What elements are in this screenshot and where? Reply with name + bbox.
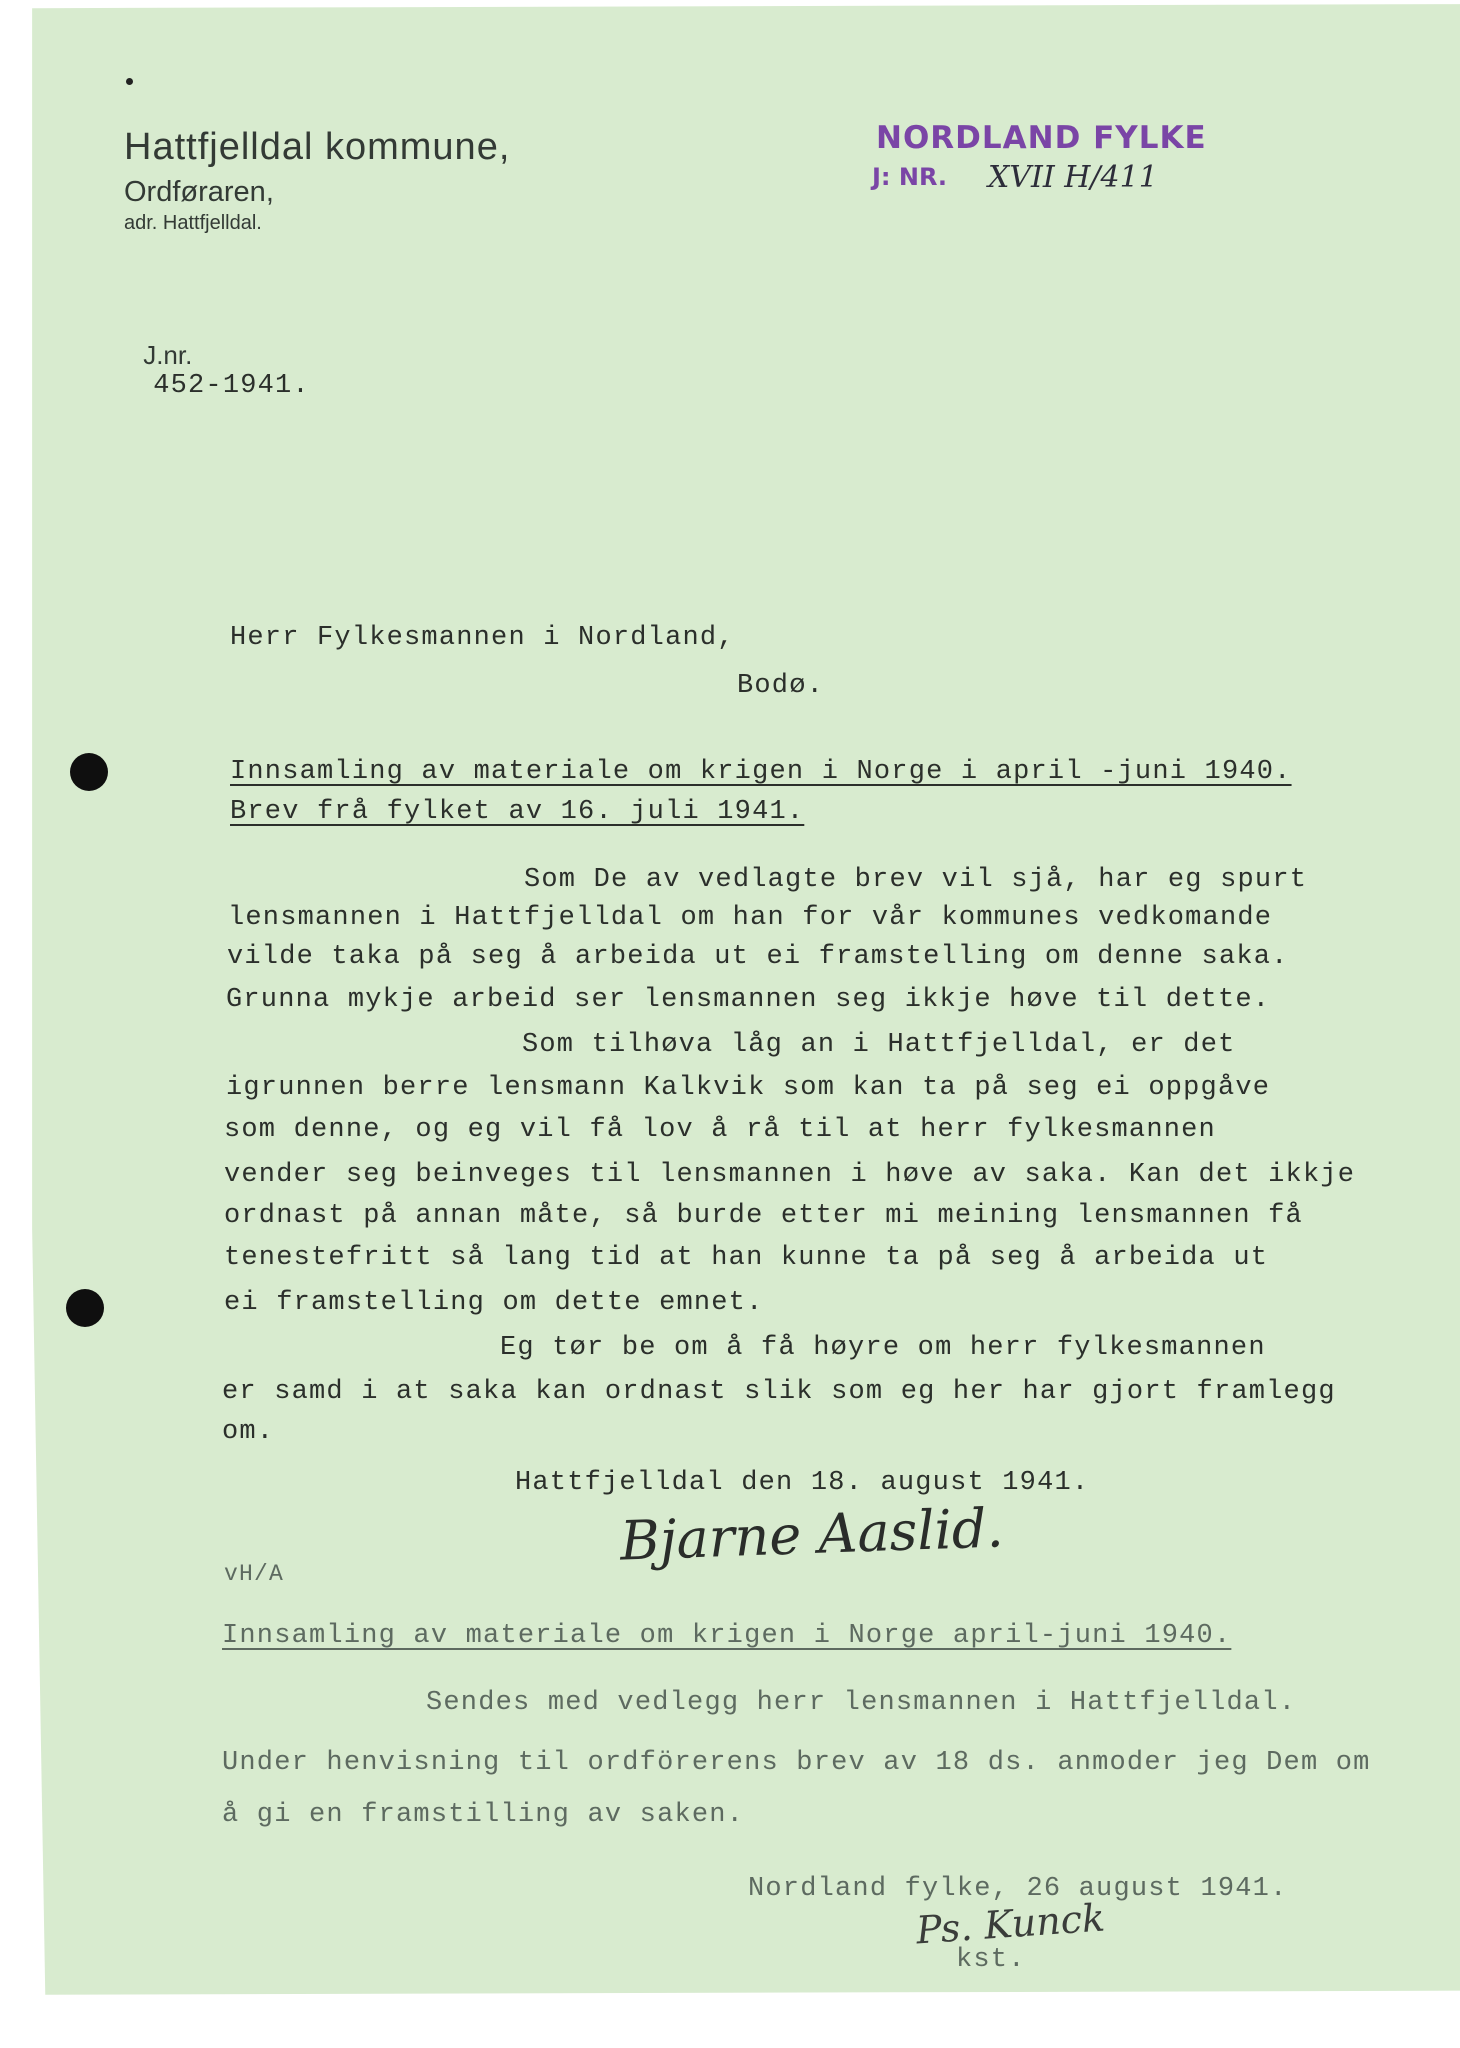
endorsement-title: kst. (956, 1945, 1026, 1975)
body-line: Grunna mykje arbeid ser lensmannen seg ikkje høve til dette. (226, 985, 1271, 1015)
body-line: Eg tør be om å få høyre om herr fylkesmannen (500, 1333, 1266, 1363)
body-line: Som tilhøva låg an i Hattfjelldal, er det (522, 1030, 1236, 1060)
stamp-jnr-handwritten: XVII H/411 (988, 160, 1158, 195)
letterhead-office: Ordføraren, (124, 176, 274, 208)
endorsement-line: å gi en framstilling av saken. (222, 1800, 745, 1830)
punch-hole-bottom (66, 1289, 104, 1327)
addressee-line2: Bodø. (737, 671, 825, 701)
body-line: igrunnen berre lensmann Kalkvik som kan ta på seg ei oppgåve (226, 1073, 1271, 1103)
addressee-line1: Herr Fylkesmannen i Nordland, (230, 623, 735, 653)
endorsement-subject: Innsamling av materiale om krigen i Norge april-juni 1940. (222, 1621, 1232, 1651)
journal-label: J.nr. (143, 340, 193, 370)
letterhead-address: adr. Hattfjelldal. (124, 212, 262, 234)
stamp-jnr-label: J: NR. (872, 163, 948, 191)
body-line: ei framstelling om dette emnet. (224, 1288, 764, 1318)
ink-dot (126, 78, 133, 85)
closing-signature: Bjarne Aaslid. (619, 1496, 1005, 1573)
body-line: ordnast på annan måte, så burde etter mi meining lensmannen få (224, 1201, 1303, 1231)
body-line: er samd i at saka kan ordnast slik som eg her har gjort framlegg (222, 1377, 1336, 1407)
endorsement-signature: Ps. Kunck (914, 1895, 1107, 1953)
journal-line (124, 322, 310, 401)
body-line: Som De av vedlagte brev vil sjå, har eg spurt (524, 865, 1308, 895)
closing-initials: vH/A (224, 1561, 285, 1587)
body-line: vilde taka på seg å arbeida ut ei framstelling om denne saka. (227, 942, 1289, 972)
endorsement-line: Sendes med vedlegg herr lensmannen i Hattfjelldal. (426, 1688, 1297, 1718)
endorsement-place-date: Nordland fylke, 26 august 1941. (748, 1874, 1288, 1904)
punch-hole-top (70, 753, 108, 791)
subject-line2: Brev frå fylket av 16. juli 1941. (230, 797, 805, 827)
body-line: lensmannen i Hattfjelldal om han for vår kommunes vedkomande (228, 903, 1273, 933)
body-line: som denne, og eg vil få lov å rå til at herr fylkesmannen (224, 1115, 1216, 1145)
journal-number: 452-1941. (153, 371, 310, 401)
subject-line1: Innsamling av materiale om krigen i Norge i april -juni 1940. (230, 757, 1292, 787)
stamp-title: NORDLAND FYLKE (876, 120, 1207, 156)
body-line: tenestefritt så lang tid at han kunne ta på seg å arbeida ut (224, 1243, 1269, 1273)
body-line: vender seg beinveges til lensmannen i høve av saka. Kan det ikkje (224, 1160, 1356, 1190)
closing-place-date: Hattfjelldal den 18. august 1941. (515, 1468, 1090, 1498)
letterhead-municipality: Hattfjelldal kommune, (124, 126, 511, 168)
endorsement-line: Under henvisning til ordförerens brev av 18 ds. anmoder jeg Dem om (222, 1748, 1371, 1778)
body-line: om. (222, 1417, 275, 1447)
